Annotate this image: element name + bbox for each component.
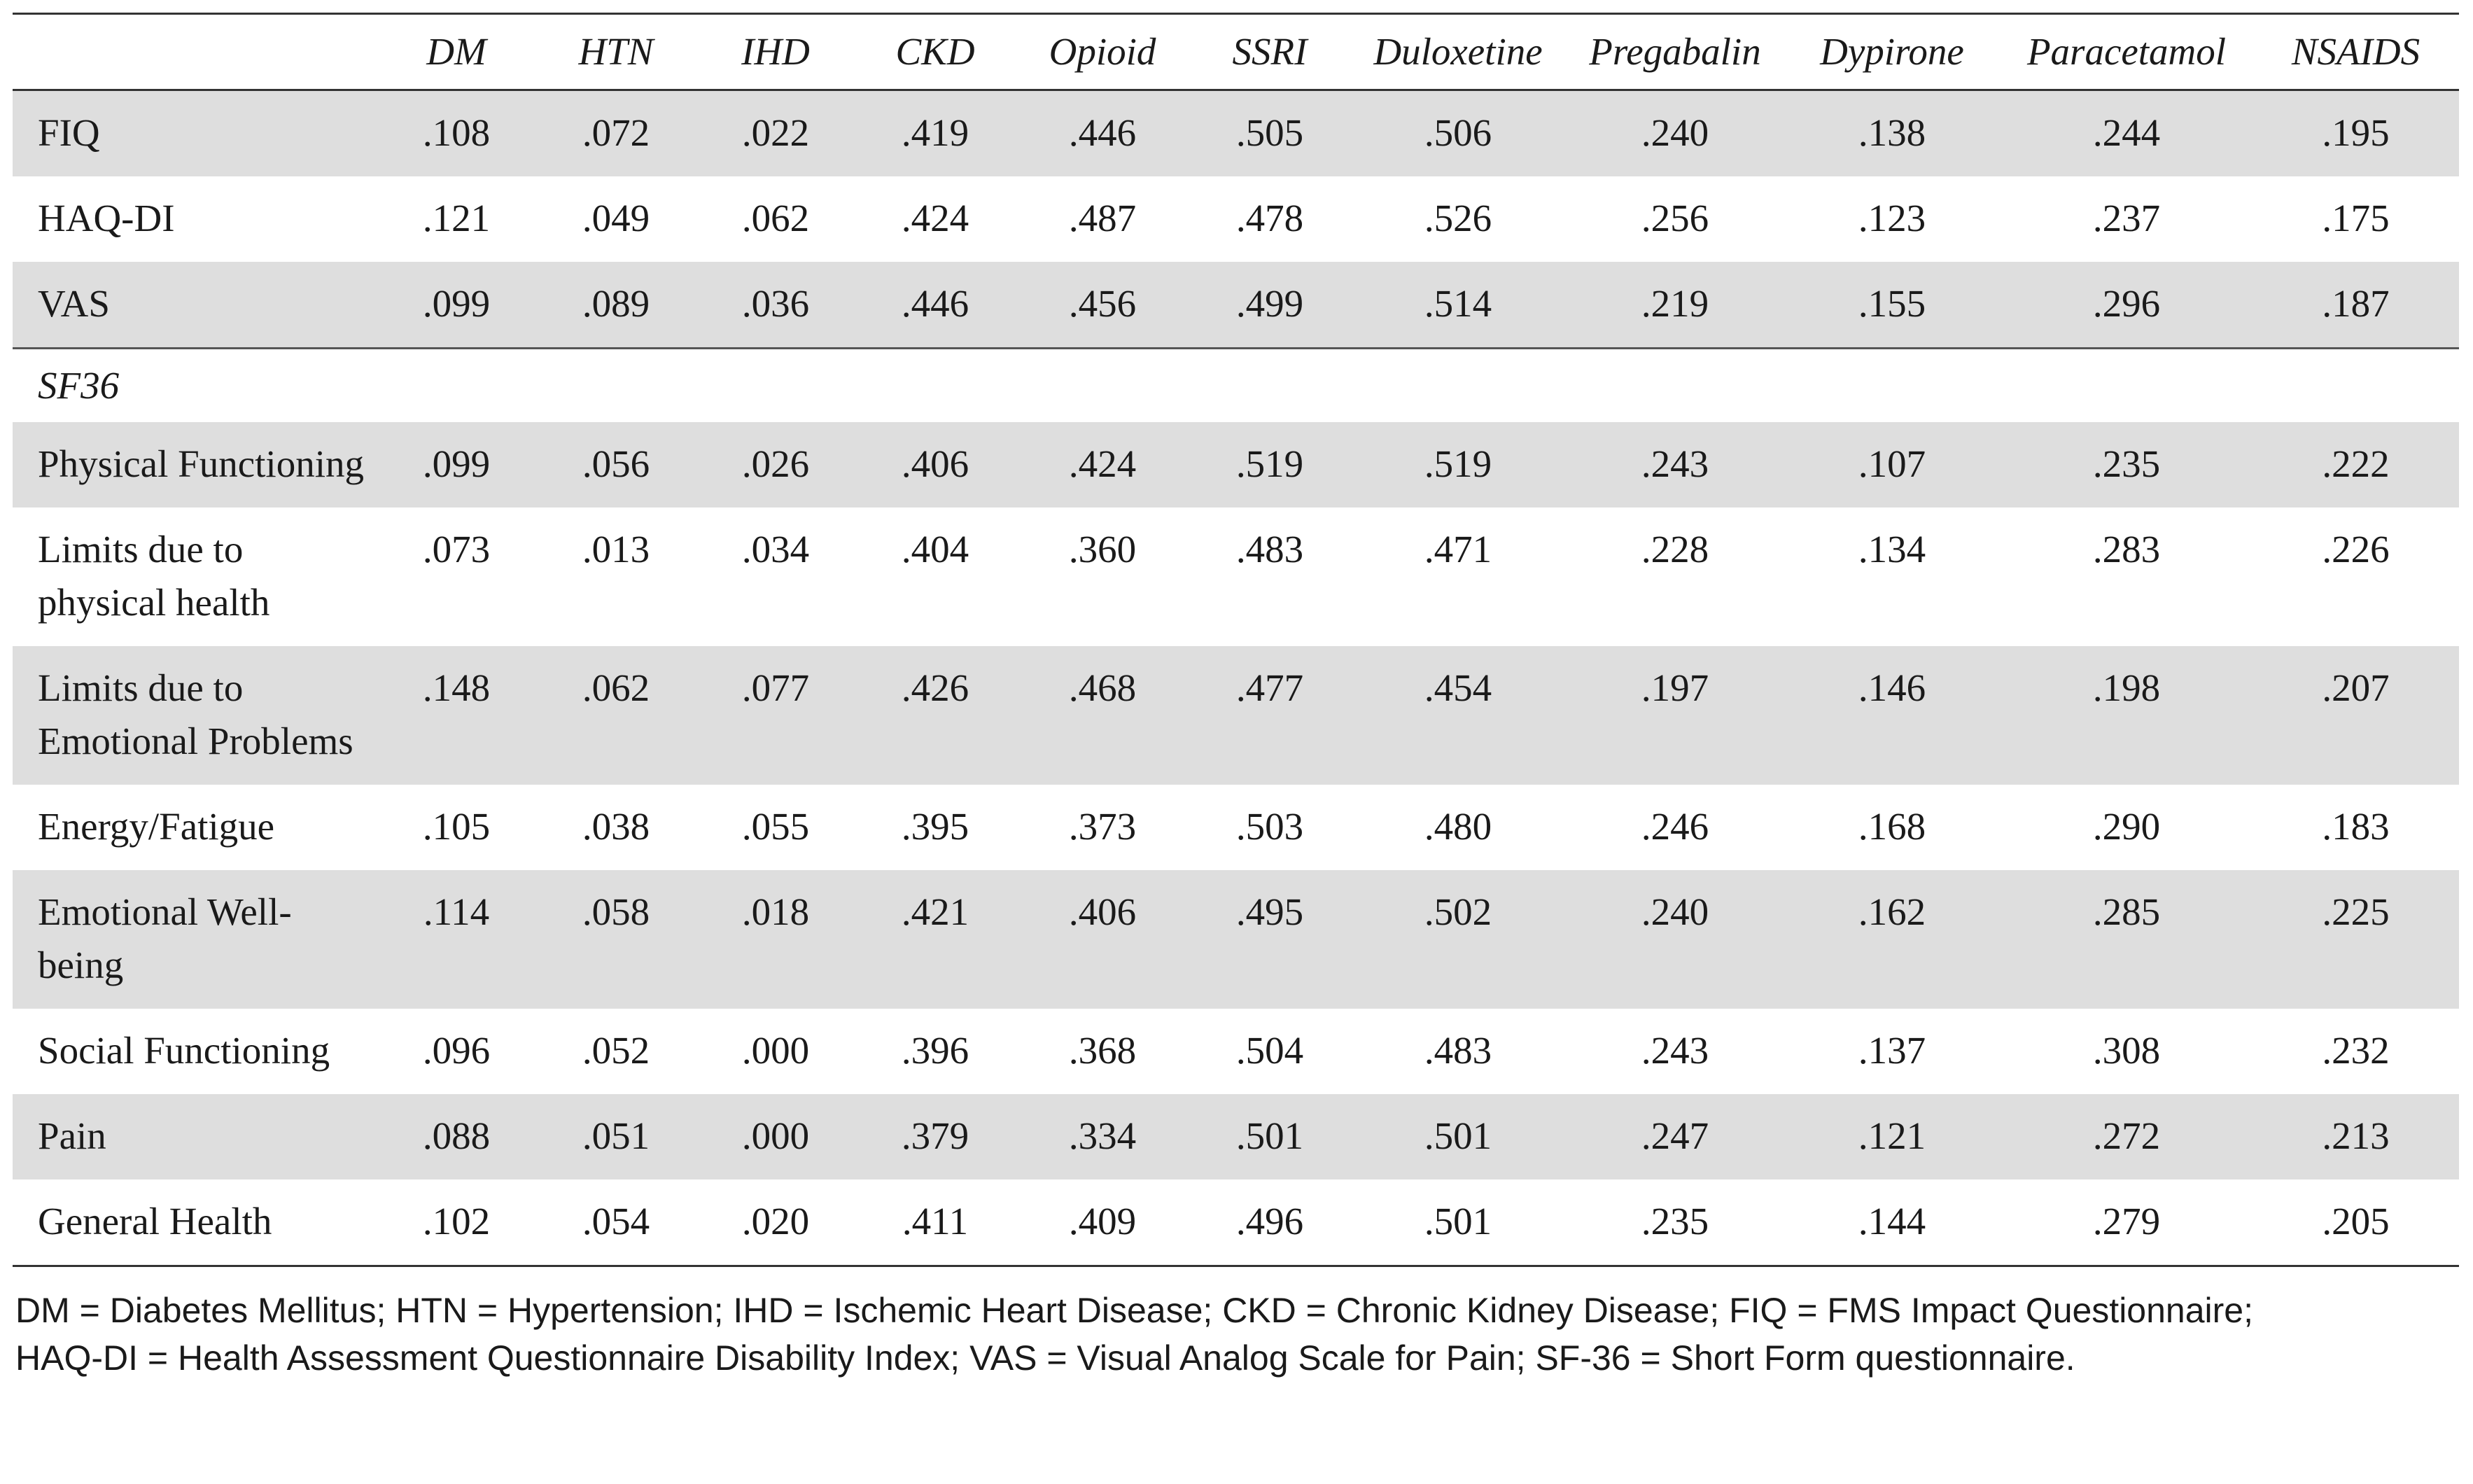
table-cell: .228 [1641,528,1709,570]
table-cell: .483 [1424,1029,1492,1072]
table-cell: .099 [377,262,536,349]
row-label: Social Functioning [38,1029,330,1072]
table-cell: .487 [1068,197,1137,239]
table-cell: .426 [855,646,1015,785]
table-cell: .424 [1015,422,1190,507]
table-cell: .038 [582,805,650,848]
correlation-table [13,13,2459,1267]
table-cell: .062 [536,646,696,785]
table-cell: .244 [2001,90,2253,177]
table-cell: .168 [1858,805,1926,848]
table-cell: .483 [1235,528,1304,570]
table-cell: .036 [696,262,855,349]
row-label: Emotional Well-being [13,870,377,1009]
table-cell: .000 [741,1029,810,1072]
table-footnote [13,1287,2459,1382]
table-cell: .404 [901,528,969,570]
table-cell: .055 [741,805,810,848]
table-cell: .406 [855,422,1015,507]
table-row [13,785,2459,870]
table-cell: .495 [1190,870,1350,1009]
table-cell: .446 [1015,90,1190,177]
table-cell: .419 [855,90,1015,177]
table-cell: .279 [2001,1180,2253,1266]
table-row [13,262,2459,349]
footnote-line-2: HAQ-DI = Health Assessment Questionnaire Disability Index; VAS = Visual Analog Scale for Pain; SF-36 = Short Form questionnaire. [15,1338,2075,1378]
table-cell: .373 [1068,805,1137,848]
table-row [13,90,2459,177]
table-cell: .205 [2253,1180,2459,1266]
table-cell: .379 [855,1094,1015,1180]
table-cell: .468 [1015,646,1190,785]
header-cell-paracetamol: Paracetamol [2001,14,2253,90]
table-cell: .018 [696,870,855,1009]
table-row [13,507,2459,646]
table-cell: .123 [1858,197,1926,239]
row-label: FIQ [13,90,377,177]
table-cell: .256 [1641,197,1709,239]
table-cell: .146 [1784,646,2001,785]
header-cell-duloxetine: Duloxetine [1350,14,1567,90]
table-row [13,1009,2459,1094]
correlation-table-figure [13,13,2459,1382]
table-cell: .421 [855,870,1015,1009]
table-cell: .207 [2253,646,2459,785]
table-cell: .022 [696,90,855,177]
table-row [13,870,2459,1009]
table-cell: .478 [1235,197,1304,239]
table-cell: .232 [2322,1029,2390,1072]
table-cell: .477 [1190,646,1350,785]
table-cell: .411 [855,1180,1015,1266]
table-cell: .183 [2322,805,2390,848]
table-cell: .396 [901,1029,969,1072]
header-cell-nsaids: NSAIDS [2253,14,2459,90]
table-cell: .237 [2092,197,2161,239]
table-row [13,1094,2459,1180]
row-label: Pain [13,1094,377,1180]
table-cell: .056 [536,422,696,507]
table-cell: .089 [536,262,696,349]
table-cell: .503 [1235,805,1304,848]
table-cell: .198 [2001,646,2253,785]
table-cell: .222 [2253,422,2459,507]
row-label: General Health [13,1180,377,1266]
table-cell: .162 [1784,870,2001,1009]
table-cell: .499 [1190,262,1350,349]
table-cell: .137 [1858,1029,1926,1072]
table-cell: .446 [855,262,1015,349]
table-cell: .506 [1350,90,1567,177]
table-cell: .096 [422,1029,491,1072]
row-label: HAQ-DI [38,197,175,239]
table-cell: .471 [1424,528,1492,570]
table-row [13,349,2459,423]
table-cell: .134 [1858,528,1926,570]
table-cell: .114 [377,870,536,1009]
table-cell: .235 [2001,422,2253,507]
table-cell: .235 [1567,1180,1784,1266]
table-cell: .054 [536,1180,696,1266]
table-cell: .247 [1567,1094,1784,1180]
table-cell: .077 [696,646,855,785]
row-label: VAS [13,262,377,349]
header-cell-opioid: Opioid [1015,14,1190,90]
table-cell: .062 [741,197,810,239]
table-cell: .501 [1350,1180,1567,1266]
table-cell: .102 [377,1180,536,1266]
table-cell: .088 [377,1094,536,1180]
table-cell: .197 [1567,646,1784,785]
table-cell: .155 [1784,262,2001,349]
table-cell: .051 [536,1094,696,1180]
table-cell: .107 [1784,422,2001,507]
table-cell: .138 [1784,90,2001,177]
section-label: SF36 [13,349,2459,423]
table-cell: .456 [1015,262,1190,349]
table-cell: .501 [1350,1094,1567,1180]
table-cell: .285 [2001,870,2253,1009]
table-cell: .213 [2253,1094,2459,1180]
table-cell: .195 [2253,90,2459,177]
table-cell: .283 [2092,528,2161,570]
table-cell: .219 [1567,262,1784,349]
table-cell: .296 [2001,262,2253,349]
table-cell: .121 [1784,1094,2001,1180]
table-cell: .480 [1424,805,1492,848]
table-cell: .519 [1190,422,1350,507]
table-cell: .121 [422,197,491,239]
header-cell-dypirone: Dypirone [1784,14,2001,90]
table-cell: .240 [1567,870,1784,1009]
table-cell: .454 [1350,646,1567,785]
table-cell: .501 [1190,1094,1350,1180]
table-cell: .175 [2322,197,2390,239]
table-cell: .026 [696,422,855,507]
table-cell: .368 [1068,1029,1137,1072]
table-cell: .226 [2322,528,2390,570]
table-cell: .073 [422,528,491,570]
table-row [13,646,2459,785]
header-cell-blank [13,14,377,90]
table-cell: .013 [582,528,650,570]
table-cell: .072 [536,90,696,177]
table-cell: .058 [536,870,696,1009]
table-cell: .496 [1190,1180,1350,1266]
row-label: Energy/Fatigue [38,805,275,848]
table-cell: .502 [1350,870,1567,1009]
table-cell: .505 [1190,90,1350,177]
table-cell: .105 [422,805,491,848]
table-row [13,1180,2459,1266]
table-cell: .395 [901,805,969,848]
header-cell-ssri: SSRI [1190,14,1350,90]
table-cell: .246 [1641,805,1709,848]
table-cell: .243 [1641,1029,1709,1072]
table-cell: .108 [377,90,536,177]
table-body [13,90,2459,1266]
table-cell: .243 [1567,422,1784,507]
table-cell: .504 [1235,1029,1304,1072]
row-label: Limits due to physical health [38,528,270,624]
table-cell: .240 [1567,90,1784,177]
table-cell: .519 [1350,422,1567,507]
table-cell: .034 [741,528,810,570]
table-cell: .144 [1784,1180,2001,1266]
table-cell: .049 [582,197,650,239]
header-cell-ckd: CKD [855,14,1015,90]
table-cell: .514 [1350,262,1567,349]
table-cell: .360 [1068,528,1137,570]
table-cell: .187 [2253,262,2459,349]
table-cell: .272 [2001,1094,2253,1180]
table-cell: .290 [2092,805,2161,848]
table-cell: .334 [1015,1094,1190,1180]
header-cell-pregabalin: Pregabalin [1567,14,1784,90]
table-cell: .225 [2253,870,2459,1009]
table-cell: .409 [1015,1180,1190,1266]
table-row [13,422,2459,507]
table-cell: .308 [2092,1029,2161,1072]
table-row [13,176,2459,262]
table-cell: .424 [901,197,969,239]
header-row [13,14,2459,90]
header-cell-ihd: IHD [696,14,855,90]
header-cell-dm: DM [377,14,536,90]
table-cell: .052 [582,1029,650,1072]
row-label: Limits due to Emotional Problems [13,646,377,785]
table-cell: .099 [377,422,536,507]
header-cell-htn: HTN [536,14,696,90]
footnote-line-1: DM = Diabetes Mellitus; HTN = Hypertension; IHD = Ischemic Heart Disease; CKD = Chronic Kidney Disease; FIQ = FMS Impact Questionnaire; [15,1291,2253,1330]
row-label: Physical Functioning [13,422,377,507]
table-cell: .020 [696,1180,855,1266]
table-cell: .148 [377,646,536,785]
table-cell: .406 [1015,870,1190,1009]
table-cell: .526 [1424,197,1492,239]
table-cell: .000 [696,1094,855,1180]
